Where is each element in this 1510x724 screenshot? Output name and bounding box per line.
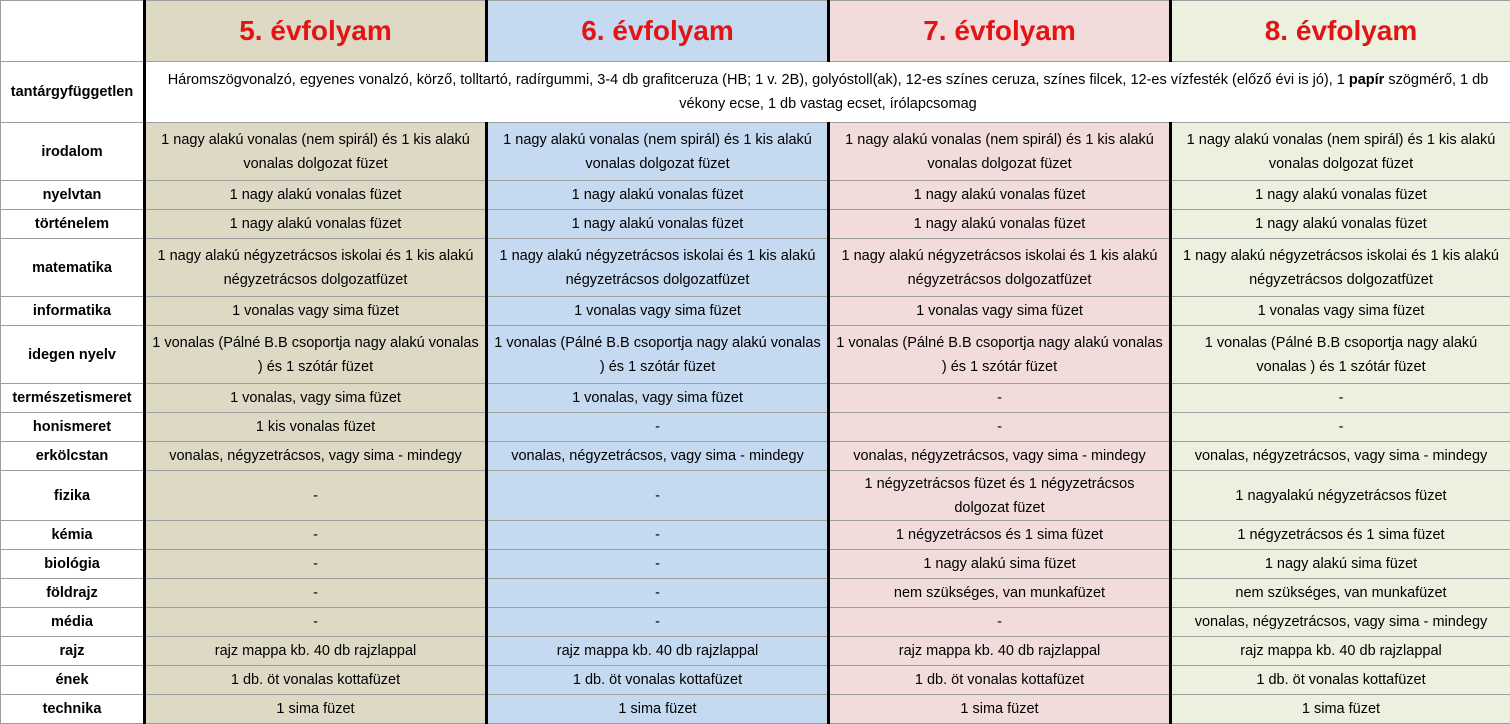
- table-row: [1, 123, 1510, 181]
- grade-6-cell: 1 nagy alakú vonalas füzet: [487, 181, 829, 210]
- subject-label: nyelvtan: [1, 181, 145, 210]
- grade-7-cell: vonalas, négyzetrácsos, vagy sima - mindegy: [829, 442, 1171, 471]
- table-row: [1, 326, 1510, 384]
- subject-label: kémia: [1, 521, 145, 550]
- subject-label: történelem: [1, 210, 145, 239]
- grade-6-cell: -: [487, 413, 829, 442]
- grade-5-cell: 1 nagy alakú vonalas füzet: [145, 210, 487, 239]
- grade-7-cell: 1 nagy alakú vonalas füzet: [829, 181, 1171, 210]
- grade-7-cell: 1 nagy alakú négyzetrácsos iskolai és 1 kis alakú négyzetrácsos dolgozatfüzet: [829, 239, 1171, 297]
- grade-6-cell: 1 vonalas, vagy sima füzet: [487, 384, 829, 413]
- subject-label: média: [1, 608, 145, 637]
- grade-5-cell: -: [145, 521, 487, 550]
- grade-6-cell: 1 vonalas (Pálné B.B csoportja nagy alakú vonalas ) és 1 szótár füzet: [487, 326, 829, 384]
- subject-label: tantárgyfüggetlen: [1, 62, 145, 123]
- grade-7-cell: 1 négyzetrácsos és 1 sima füzet: [829, 521, 1171, 550]
- grade-7-cell: 1 vonalas (Pálné B.B csoportja nagy alakú vonalas ) és 1 szótár füzet: [829, 326, 1171, 384]
- table-row: [1, 666, 1510, 695]
- grade-7-cell: 1 sima füzet: [829, 695, 1171, 724]
- grade-8-cell: vonalas, négyzetrácsos, vagy sima - mindegy: [1171, 442, 1510, 471]
- grade-8-cell: 1 nagy alakú vonalas füzet: [1171, 210, 1510, 239]
- table-row: [1, 695, 1510, 724]
- grade-6-header: 6. évfolyam: [487, 1, 829, 62]
- grade-5-cell: rajz mappa kb. 40 db rajzlappal: [145, 637, 487, 666]
- subject-label: irodalom: [1, 123, 145, 181]
- subject-label: rajz: [1, 637, 145, 666]
- table-row: [1, 413, 1510, 442]
- grade-5-cell: 1 nagy alakú vonalas füzet: [145, 181, 487, 210]
- grade-7-cell: 1 nagy alakú sima füzet: [829, 550, 1171, 579]
- subject-label: erkölcstan: [1, 442, 145, 471]
- subject-label: ének: [1, 666, 145, 695]
- grade-5-cell: 1 kis vonalas füzet: [145, 413, 487, 442]
- grade-6-cell: 1 nagy alakú vonalas füzet: [487, 210, 829, 239]
- grade-7-cell: 1 nagy alakú vonalas füzet: [829, 210, 1171, 239]
- table-row: [1, 637, 1510, 666]
- grade-6-cell: 1 vonalas vagy sima füzet: [487, 297, 829, 326]
- grade-5-cell: 1 vonalas, vagy sima füzet: [145, 384, 487, 413]
- grade-7-cell: -: [829, 413, 1171, 442]
- table-row: [1, 442, 1510, 471]
- grade-6-cell: 1 nagy alakú négyzetrácsos iskolai és 1 kis alakú négyzetrácsos dolgozatfüzet: [487, 239, 829, 297]
- grade-6-cell: -: [487, 579, 829, 608]
- subject-label: idegen nyelv: [1, 326, 145, 384]
- grade-5-cell: 1 db. öt vonalas kottafüzet: [145, 666, 487, 695]
- general-text: Háromszögvonalzó, egyenes vonalzó, körző, tolltartó, radírgummi, 3-4 db grafitceruza (HB; 1 v. 2B), golyóstoll(ak), 12-es színes ceruza, színes filcek, 12-es vízfesték (előző évi is jó), 1: [168, 72, 1349, 88]
- grade-6-cell: 1 db. öt vonalas kottafüzet: [487, 666, 829, 695]
- subject-label: informatika: [1, 297, 145, 326]
- grade-7-cell: nem szükséges, van munkafüzet: [829, 579, 1171, 608]
- grade-6-cell: -: [487, 608, 829, 637]
- grade-8-cell: 1 db. öt vonalas kottafüzet: [1171, 666, 1510, 695]
- grade-5-cell: 1 vonalas vagy sima füzet: [145, 297, 487, 326]
- grade-8-cell: 1 nagy alakú sima füzet: [1171, 550, 1510, 579]
- grade-7-cell: 1 vonalas vagy sima füzet: [829, 297, 1171, 326]
- table-row: [1, 210, 1510, 239]
- grade-7-cell: rajz mappa kb. 40 db rajzlappal: [829, 637, 1171, 666]
- header-row: [1, 1, 1510, 62]
- grade-5-cell: 1 nagy alakú négyzetrácsos iskolai és 1 kis alakú négyzetrácsos dolgozatfüzet: [145, 239, 487, 297]
- grade-5-cell: 1 vonalas (Pálné B.B csoportja nagy alakú vonalas ) és 1 szótár füzet: [145, 326, 487, 384]
- grade-6-cell: -: [487, 471, 829, 521]
- grade-7-cell: 1 db. öt vonalas kottafüzet: [829, 666, 1171, 695]
- general-supplies-cell: [145, 62, 1510, 123]
- grade-7-cell: 1 nagy alakú vonalas (nem spirál) és 1 kis alakú vonalas dolgozat füzet: [829, 123, 1171, 181]
- grade-8-cell: -: [1171, 384, 1510, 413]
- table-row: [1, 550, 1510, 579]
- table-row: [1, 384, 1510, 413]
- table-row: [1, 181, 1510, 210]
- grade-5-cell: 1 nagy alakú vonalas (nem spirál) és 1 kis alakú vonalas dolgozat füzet: [145, 123, 487, 181]
- grade-6-cell: rajz mappa kb. 40 db rajzlappal: [487, 637, 829, 666]
- grade-5-cell: -: [145, 471, 487, 521]
- subject-label: fizika: [1, 471, 145, 521]
- grade-7-cell: -: [829, 384, 1171, 413]
- corner-cell: [1, 1, 145, 62]
- grade-5-cell: -: [145, 579, 487, 608]
- grade-8-header: 8. évfolyam: [1171, 1, 1510, 62]
- grade-5-header: 5. évfolyam: [145, 1, 487, 62]
- subject-label: honismeret: [1, 413, 145, 442]
- grade-7-cell: -: [829, 608, 1171, 637]
- grade-6-cell: 1 sima füzet: [487, 695, 829, 724]
- grade-5-cell: -: [145, 550, 487, 579]
- grade-8-cell: 1 vonalas vagy sima füzet: [1171, 297, 1510, 326]
- grade-8-cell: 1 nagy alakú vonalas füzet: [1171, 181, 1510, 210]
- general-text-end: szögmérő, 1 db vékony ecse, 1 db vastag ecset, írólapcsomag: [679, 72, 1488, 112]
- table-row: [1, 239, 1510, 297]
- grade-8-cell: 1 nagy alakú négyzetrácsos iskolai és 1 kis alakú négyzetrácsos dolgozatfüzet: [1171, 239, 1510, 297]
- subject-label: technika: [1, 695, 145, 724]
- general-row: [1, 62, 1510, 123]
- grade-5-cell: -: [145, 608, 487, 637]
- grade-6-cell: vonalas, négyzetrácsos, vagy sima - mindegy: [487, 442, 829, 471]
- table-row: [1, 297, 1510, 326]
- table-row: [1, 579, 1510, 608]
- subject-label: földrajz: [1, 579, 145, 608]
- grade-8-cell: 1 vonalas (Pálné B.B csoportja nagy alakú vonalas ) és 1 szótár füzet: [1171, 326, 1510, 384]
- subject-label: matematika: [1, 239, 145, 297]
- grade-7-header: 7. évfolyam: [829, 1, 1171, 62]
- grade-8-cell: vonalas, négyzetrácsos, vagy sima - mindegy: [1171, 608, 1510, 637]
- grade-8-cell: 1 nagyalakú négyzetrácsos füzet: [1171, 471, 1510, 521]
- general-text-bold: papír: [1349, 72, 1384, 88]
- grade-8-cell: rajz mappa kb. 40 db rajzlappal: [1171, 637, 1510, 666]
- grade-6-cell: -: [487, 521, 829, 550]
- table-row: [1, 521, 1510, 550]
- table-row: [1, 471, 1510, 521]
- grade-6-cell: -: [487, 550, 829, 579]
- subject-label: biológia: [1, 550, 145, 579]
- grade-8-cell: 1 sima füzet: [1171, 695, 1510, 724]
- grade-5-cell: 1 sima füzet: [145, 695, 487, 724]
- grade-7-cell: 1 négyzetrácsos füzet és 1 négyzetrácsos dolgozat füzet: [829, 471, 1171, 521]
- grade-5-cell: vonalas, négyzetrácsos, vagy sima - mindegy: [145, 442, 487, 471]
- table-row: [1, 608, 1510, 637]
- grade-8-cell: -: [1171, 413, 1510, 442]
- grade-8-cell: 1 négyzetrácsos és 1 sima füzet: [1171, 521, 1510, 550]
- grade-6-cell: 1 nagy alakú vonalas (nem spirál) és 1 kis alakú vonalas dolgozat füzet: [487, 123, 829, 181]
- subject-label: természetismeret: [1, 384, 145, 413]
- grade-8-cell: nem szükséges, van munkafüzet: [1171, 579, 1510, 608]
- grade-8-cell: 1 nagy alakú vonalas (nem spirál) és 1 kis alakú vonalas dolgozat füzet: [1171, 123, 1510, 181]
